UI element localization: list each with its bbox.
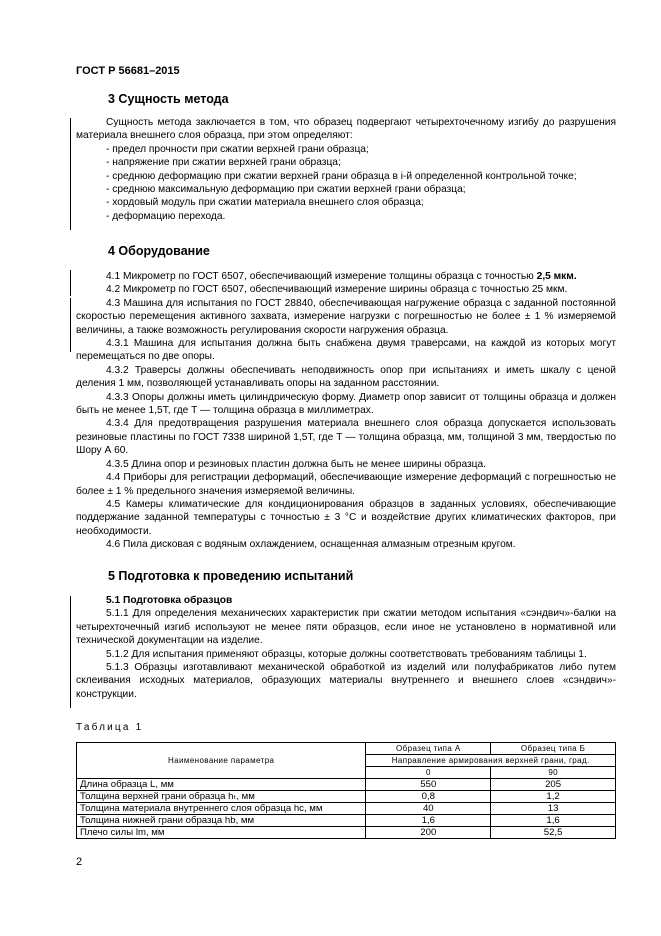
table-row: [77, 779, 616, 791]
change-bar: [70, 270, 71, 296]
list-item: - предел прочности при сжатии верхней грани образца;: [106, 143, 369, 155]
paragraph-5-1-2: 5.1.2 Для испытания применяют образцы, которые должны соответствовать требованиям таблицы 1.: [106, 648, 587, 660]
table-cell-b: 13: [491, 803, 616, 815]
section-3-intro: Сущность метода заключается в том, что образец подвергают четырехточечному изгибу до разрушения материала внешнего слоя образца, при этом определяют:: [76, 117, 616, 142]
table-cell-a: 1,6: [366, 815, 491, 827]
paragraph-4-3-4: 4.3.4 Для предотвращения разрушения материала внешнего слоя образца допускается использовать резиновые пластины по ГОСТ 7338 шириной 1,5T, где T — толщина образца, мм, толщиной 3 мм, твердостью по Шору А 60.: [76, 418, 616, 457]
paragraph-4-1: [76, 270, 616, 283]
table-cell-a: 40: [366, 803, 491, 815]
table-cell-a: 550: [366, 779, 491, 791]
paragraph-4-3: 4.3 Машина для испытания по ГОСТ 28840, обеспечивающая нагружение образца с заданной постоянной скоростью перемещения активного захвата, измерение нагрузки с погрешностью не более ± 1 % измеряемой величины, а также возможность регулирования скорости нагружения образца.: [76, 297, 616, 336]
list-item: - напряжение при сжатии верхней грани образца;: [106, 157, 341, 169]
paragraph-4-2: 4.2 Микрометр по ГОСТ 6507, обеспечивающий измерение ширины образца с точностью 25 мкм.: [106, 284, 568, 296]
section-5-body: [76, 594, 616, 701]
table-cell-a: 200: [366, 827, 491, 839]
subsection-5-1-heading: 5.1 Подготовка образцов: [106, 595, 233, 606]
paragraph-text: 4.1 Микрометр по ГОСТ 6507, обеспечивающий измерение толщины образца с точностью: [106, 271, 537, 282]
paragraph-4-4: 4.4 Приборы для регистрации деформаций, обеспечивающие измерение деформаций с погрешностью не более ± 1 % предельного значения измеряемой величины.: [76, 472, 616, 497]
list-item: - хордовый модуль при сжатии материала внешнего слоя образца;: [106, 197, 424, 209]
table-cell-label: Плечо силы lm, мм: [77, 827, 366, 839]
table-cell-b: 1,6: [491, 815, 616, 827]
table-header-direction: Направление армирования верхней грани, град.: [366, 755, 616, 767]
table-row: [77, 803, 616, 815]
page-number: 2: [76, 856, 83, 868]
table-cell-label: Толщина нижней грани образца hb, мм: [77, 815, 366, 827]
paragraph-4-3-3: 4.3.3 Опоры должны иметь цилиндрическую форму. Диаметр опор зависит от толщины образца и должен быть не менее 1,5T, где T — толщина образца в миллиметрах.: [76, 391, 616, 417]
table-row: [77, 791, 616, 803]
list-item: - среднюю максимальную деформацию при сжатии верхней грани образца;: [106, 184, 466, 196]
table-cell-label: Толщина материала внутреннего слоя образца hc, мм: [77, 803, 366, 815]
table-cell-label: Толщина верхней грани образца hₜ, мм: [77, 791, 366, 803]
standard-header: ГОСТ Р 56681–2015: [76, 65, 180, 77]
table-cell-label: Длина образца L, мм: [77, 779, 366, 791]
table-row: [77, 827, 616, 839]
table-header-param: Наименование параметра: [77, 743, 366, 779]
table-cell-a: 0,8: [366, 791, 491, 803]
change-bar: [70, 298, 71, 352]
list-item: - деформацию перехода.: [106, 210, 226, 222]
paragraph-4-3-2: 4.3.2 Траверсы должны обеспечивать неподвижность опор при испытаниях и иметь шкалу с ценой деления 1 мм, позволяющей устанавливать опоры на заданном расстоянии.: [76, 364, 616, 390]
section-3-heading: 3 Сущность метода: [108, 92, 229, 106]
table-cell-b: 1,2: [491, 791, 616, 803]
paragraph-4-6: 4.6 Пила дисковая с водяным охлаждением, оснащенная алмазным отрезным кругом.: [106, 539, 516, 551]
list-item: - среднюю деформацию при сжатии верхней грани образца в i-й определенной контрольной точке;: [106, 170, 577, 182]
table-row: [77, 815, 616, 827]
change-bar: [70, 118, 71, 230]
specimen-table: [76, 742, 616, 839]
table-header-angle-b: 90: [491, 767, 616, 779]
table-header-type-a: Образец типа А: [366, 743, 491, 755]
paragraph-5-1-3: 5.1.3 Образцы изготавливают механической обработкой из изделий или полуфабрикатов либо путем склеивания исходных материалов, образующих материалы внутреннего и внешнего слоев «сэндвич»-конструкции.: [76, 662, 616, 700]
paragraph-4-5: 4.5 Камеры климатические для кондиционирования образцов в заданных условиях, обеспечивающие поддержание заданной температуры с точностью ± 3 °С и воздействие других климатических факторов, при необходимости.: [76, 498, 616, 537]
paragraph-4-3-5: 4.3.5 Длина опор и резиновых пластин должна быть не менее ширины образца.: [106, 458, 486, 470]
paragraph-5-1-1: 5.1.1 Для определения механических характеристик при сжатии методом испытания «сэндвич»-балки на четырехточечный изгиб используют не менее пяти образцов, если иное не установлено в нормативной или технической документации на изделие.: [76, 608, 616, 647]
table-header-row: [77, 743, 616, 755]
section-5-heading: 5 Подготовка к проведению испытаний: [108, 569, 354, 583]
table-cell-b: 52,5: [491, 827, 616, 839]
section-4-body: [76, 270, 616, 552]
paragraph-text: 2,5 мкм.: [536, 271, 577, 282]
table-cell-b: 205: [491, 779, 616, 791]
table-header-type-b: Образец типа Б: [491, 743, 616, 755]
paragraph-4-3-1: 4.3.1 Машина для испытания должна быть снабжена двумя траверсами, на каждой из которых могут перемещаться по две опоры.: [76, 338, 616, 363]
change-bar: [70, 596, 71, 708]
table-caption: Таблица 1: [76, 722, 144, 733]
section-3-body: [76, 116, 616, 223]
table-header-angle-a: 0: [366, 767, 491, 779]
section-4-heading: 4 Оборудование: [108, 244, 210, 258]
